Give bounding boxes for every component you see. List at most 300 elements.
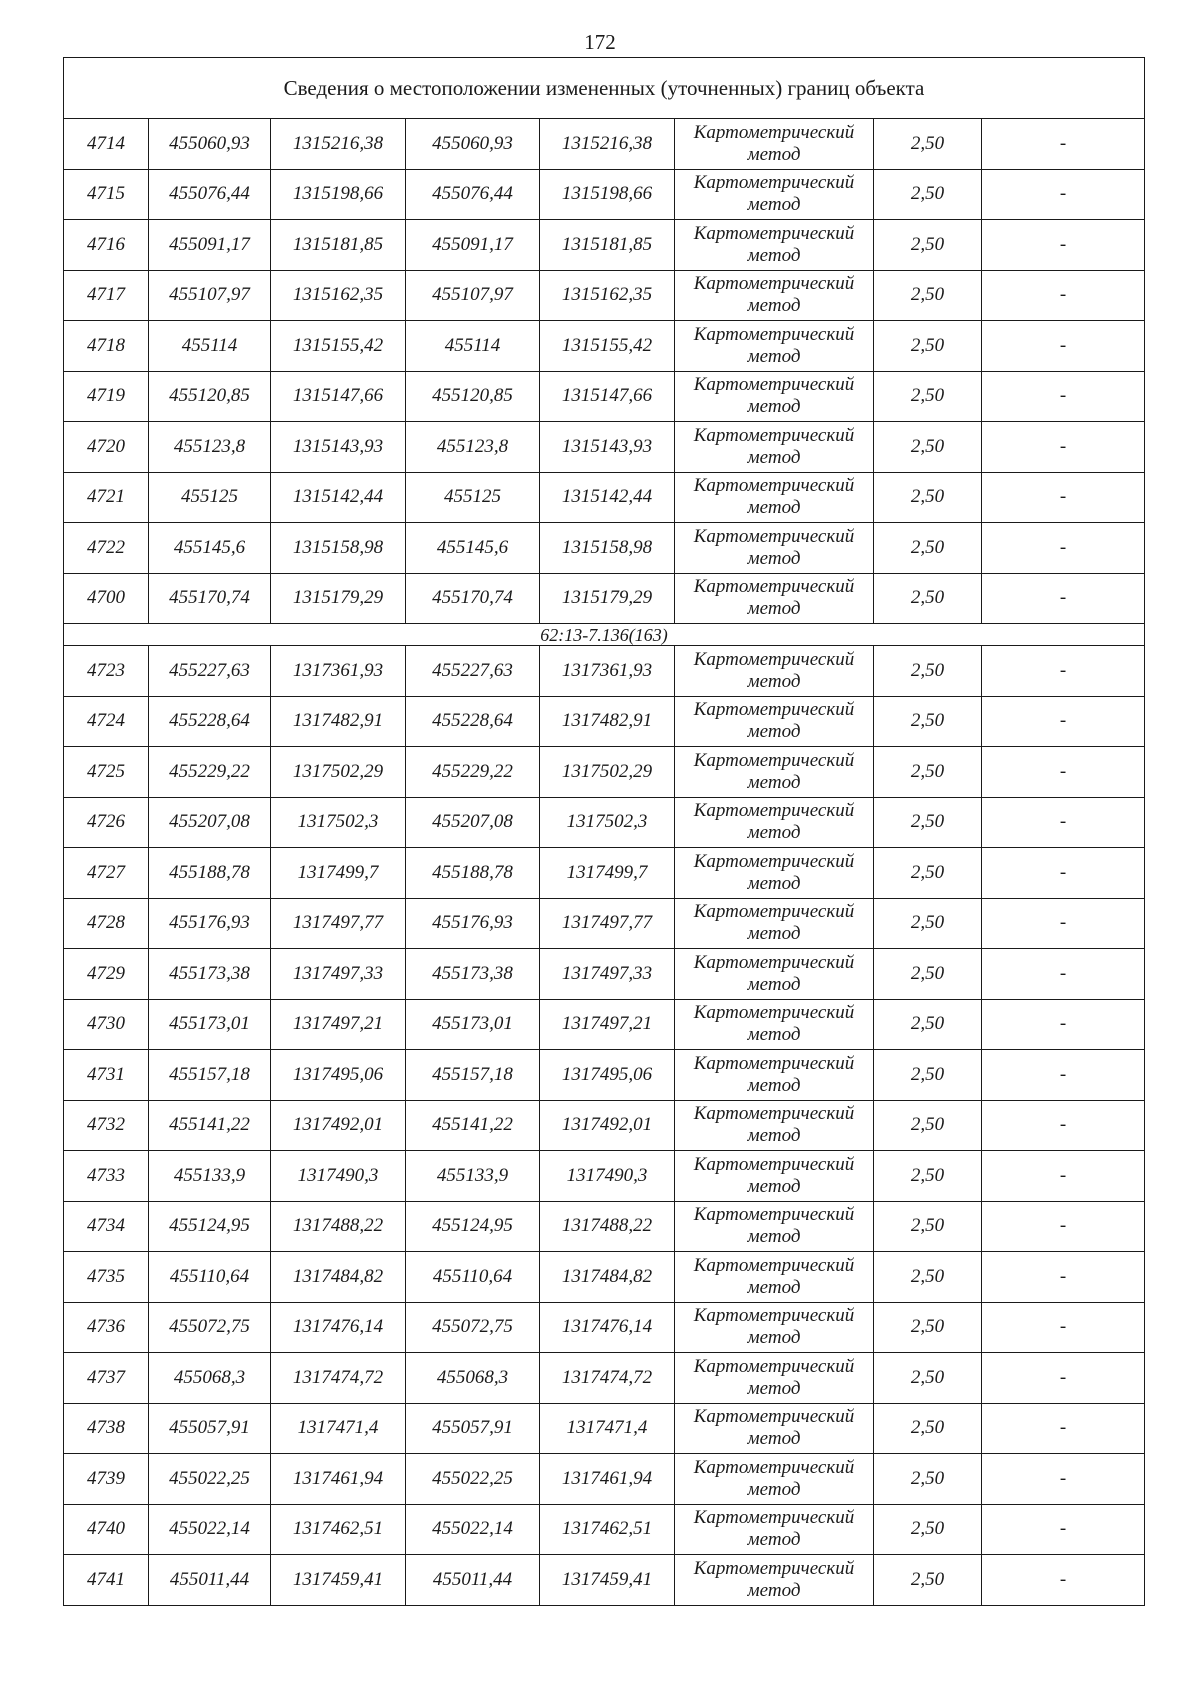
method-line-2: метод [747,872,801,894]
y-updated-cell: 1317476,14 [540,1302,675,1353]
note-cell: - [982,270,1145,321]
x-existing-cell: 455141,22 [149,1100,271,1151]
x-updated-cell: 455124,95 [406,1201,540,1252]
x-updated-cell: 455022,25 [406,1454,540,1505]
y-updated-cell: 1317488,22 [540,1201,675,1252]
x-existing-cell: 455022,25 [149,1454,271,1505]
x-updated-cell: 455145,6 [406,523,540,574]
x-updated-cell: 455173,01 [406,999,540,1050]
method-cell [675,1201,874,1252]
section-header-row [64,624,1145,646]
method-line-1: Картометрический [693,172,855,194]
note-cell: - [982,999,1145,1050]
method-cell [675,1100,874,1151]
y-updated-cell: 1315147,66 [540,371,675,422]
method-cell [675,999,874,1050]
y-existing-cell: 1317497,77 [271,898,406,949]
method-line-1: Картометрический [693,121,855,143]
y-updated-cell: 1317497,77 [540,898,675,949]
method-line-2: метод [747,1226,801,1248]
point-number-cell: 4717 [64,270,149,321]
table-row [64,321,1145,372]
note-cell: - [982,747,1145,798]
x-existing-cell: 455057,91 [149,1403,271,1454]
table-row [64,1403,1145,1454]
y-updated-cell: 1317499,7 [540,848,675,899]
y-existing-cell: 1315143,93 [271,422,406,473]
y-existing-cell: 1317459,41 [271,1555,406,1606]
method-line-1: Картометрический [693,951,855,973]
x-updated-cell: 455176,93 [406,898,540,949]
x-existing-cell: 455091,17 [149,220,271,271]
note-cell: - [982,119,1145,170]
y-updated-cell: 1317502,29 [540,747,675,798]
accuracy-cell: 2,50 [874,220,982,271]
accuracy-cell: 2,50 [874,898,982,949]
x-updated-cell: 455110,64 [406,1252,540,1303]
table-row [64,848,1145,899]
y-existing-cell: 1315179,29 [271,573,406,624]
point-number-cell: 4700 [64,573,149,624]
method-line-2: метод [747,1428,801,1450]
method-cell [675,898,874,949]
method-line-2: метод [747,345,801,367]
point-number-cell: 4734 [64,1201,149,1252]
method-cell [675,1252,874,1303]
x-updated-cell: 455170,74 [406,573,540,624]
x-updated-cell: 455188,78 [406,848,540,899]
method-cell [675,422,874,473]
method-cell [675,220,874,271]
table-row [64,1454,1145,1505]
method-line-1: Картометрический [693,749,855,771]
accuracy-cell: 2,50 [874,1050,982,1101]
method-line-2: метод [747,194,801,216]
note-cell: - [982,573,1145,624]
table-row [64,169,1145,220]
y-existing-cell: 1317471,4 [271,1403,406,1454]
point-number-cell: 4719 [64,371,149,422]
point-number-cell: 4733 [64,1151,149,1202]
accuracy-cell: 2,50 [874,999,982,1050]
y-updated-cell: 1315162,35 [540,270,675,321]
x-updated-cell: 455068,3 [406,1353,540,1404]
method-line-1: Картометрический [693,648,855,670]
x-updated-cell: 455057,91 [406,1403,540,1454]
y-updated-cell: 1317482,91 [540,696,675,747]
y-updated-cell: 1317497,21 [540,999,675,1050]
note-cell: - [982,646,1145,697]
method-line-2: метод [747,1125,801,1147]
point-number-cell: 4725 [64,747,149,798]
x-updated-cell: 455123,8 [406,422,540,473]
accuracy-cell: 2,50 [874,1302,982,1353]
method-line-2: метод [747,1175,801,1197]
point-number-cell: 4718 [64,321,149,372]
table-row [64,696,1145,747]
y-existing-cell: 1317492,01 [271,1100,406,1151]
method-line-2: метод [747,1478,801,1500]
method-cell [675,747,874,798]
method-line-2: метод [747,670,801,692]
method-cell [675,371,874,422]
table-row [64,797,1145,848]
note-cell: - [982,422,1145,473]
note-cell: - [982,1302,1145,1353]
x-updated-cell: 455091,17 [406,220,540,271]
x-existing-cell: 455076,44 [149,169,271,220]
y-existing-cell: 1317474,72 [271,1353,406,1404]
method-cell [675,1151,874,1202]
table-row [64,1504,1145,1555]
method-cell [675,1454,874,1505]
table-title-row [64,58,1145,119]
point-number-cell: 4722 [64,523,149,574]
x-updated-cell: 455133,9 [406,1151,540,1202]
method-line-1: Картометрический [693,901,855,923]
method-line-2: метод [747,822,801,844]
table-row [64,220,1145,271]
x-existing-cell: 455227,63 [149,646,271,697]
x-existing-cell: 455120,85 [149,371,271,422]
method-cell [675,1050,874,1101]
note-cell: - [982,898,1145,949]
accuracy-cell: 2,50 [874,523,982,574]
method-cell [675,270,874,321]
method-line-2: метод [747,547,801,569]
x-updated-cell: 455114 [406,321,540,372]
table-row [64,472,1145,523]
table-row [64,949,1145,1000]
accuracy-cell: 2,50 [874,119,982,170]
x-existing-cell: 455229,22 [149,747,271,798]
y-existing-cell: 1317502,3 [271,797,406,848]
method-line-2: метод [747,244,801,266]
y-existing-cell: 1315147,66 [271,371,406,422]
note-cell: - [982,949,1145,1000]
point-number-cell: 4735 [64,1252,149,1303]
y-existing-cell: 1317461,94 [271,1454,406,1505]
accuracy-cell: 2,50 [874,1100,982,1151]
x-existing-cell: 455114 [149,321,271,372]
table-row [64,898,1145,949]
y-updated-cell: 1315158,98 [540,523,675,574]
accuracy-cell: 2,50 [874,371,982,422]
table-row [64,1050,1145,1101]
y-existing-cell: 1317497,33 [271,949,406,1000]
x-updated-cell: 455173,38 [406,949,540,1000]
x-existing-cell: 455157,18 [149,1050,271,1101]
table-row [64,270,1145,321]
x-existing-cell: 455022,14 [149,1504,271,1555]
note-cell: - [982,472,1145,523]
x-existing-cell: 455228,64 [149,696,271,747]
method-line-2: метод [747,598,801,620]
y-existing-cell: 1317484,82 [271,1252,406,1303]
method-line-2: метод [747,771,801,793]
method-line-2: метод [747,1377,801,1399]
y-updated-cell: 1317461,94 [540,1454,675,1505]
y-existing-cell: 1315158,98 [271,523,406,574]
y-updated-cell: 1315155,42 [540,321,675,372]
x-existing-cell: 455173,38 [149,949,271,1000]
y-existing-cell: 1317476,14 [271,1302,406,1353]
method-line-2: метод [747,295,801,317]
method-line-2: метод [747,497,801,519]
boundary-coordinates-table [63,57,1145,1606]
method-line-2: метод [747,1327,801,1349]
method-line-1: Картометрический [693,1507,855,1529]
x-existing-cell: 455188,78 [149,848,271,899]
note-cell: - [982,1151,1145,1202]
x-existing-cell: 455170,74 [149,573,271,624]
accuracy-cell: 2,50 [874,169,982,220]
x-existing-cell: 455068,3 [149,1353,271,1404]
method-cell [675,573,874,624]
method-line-2: метод [747,1579,801,1601]
accuracy-cell: 2,50 [874,1403,982,1454]
accuracy-cell: 2,50 [874,573,982,624]
note-cell: - [982,523,1145,574]
method-line-2: метод [747,721,801,743]
y-updated-cell: 1315143,93 [540,422,675,473]
y-updated-cell: 1317502,3 [540,797,675,848]
method-cell [675,646,874,697]
method-line-2: метод [747,446,801,468]
table-row [64,1100,1145,1151]
y-existing-cell: 1317488,22 [271,1201,406,1252]
method-line-2: метод [747,143,801,165]
method-line-1: Картометрический [693,1305,855,1327]
accuracy-cell: 2,50 [874,1555,982,1606]
method-line-1: Картометрический [693,525,855,547]
y-updated-cell: 1317361,93 [540,646,675,697]
x-updated-cell: 455011,44 [406,1555,540,1606]
x-updated-cell: 455227,63 [406,646,540,697]
table-row [64,119,1145,170]
point-number-cell: 4729 [64,949,149,1000]
y-existing-cell: 1317361,93 [271,646,406,697]
table-row [64,999,1145,1050]
table-body [64,58,1145,1606]
table-row [64,1201,1145,1252]
note-cell: - [982,848,1145,899]
x-existing-cell: 455176,93 [149,898,271,949]
table-row [64,747,1145,798]
y-existing-cell: 1315162,35 [271,270,406,321]
method-cell [675,949,874,1000]
accuracy-cell: 2,50 [874,1252,982,1303]
x-updated-cell: 455072,75 [406,1302,540,1353]
point-number-cell: 4736 [64,1302,149,1353]
accuracy-cell: 2,50 [874,1353,982,1404]
method-line-1: Картометрический [693,1204,855,1226]
y-existing-cell: 1317462,51 [271,1504,406,1555]
x-existing-cell: 455072,75 [149,1302,271,1353]
note-cell: - [982,1403,1145,1454]
method-line-1: Картометрический [693,424,855,446]
note-cell: - [982,1454,1145,1505]
y-updated-cell: 1317492,01 [540,1100,675,1151]
y-existing-cell: 1315155,42 [271,321,406,372]
method-line-2: метод [747,396,801,418]
y-updated-cell: 1317490,3 [540,1151,675,1202]
table-row [64,573,1145,624]
accuracy-cell: 2,50 [874,1201,982,1252]
x-updated-cell: 455022,14 [406,1504,540,1555]
table-row [64,1151,1145,1202]
x-existing-cell: 455125 [149,472,271,523]
method-line-1: Картометрический [693,699,855,721]
x-existing-cell: 455124,95 [149,1201,271,1252]
y-updated-cell: 1317497,33 [540,949,675,1000]
y-updated-cell: 1315181,85 [540,220,675,271]
method-line-2: метод [747,1529,801,1551]
method-cell [675,1504,874,1555]
table-row [64,523,1145,574]
note-cell: - [982,696,1145,747]
point-number-cell: 4715 [64,169,149,220]
note-cell: - [982,1555,1145,1606]
point-number-cell: 4721 [64,472,149,523]
note-cell: - [982,321,1145,372]
point-number-cell: 4730 [64,999,149,1050]
y-updated-cell: 1315216,38 [540,119,675,170]
y-updated-cell: 1317484,82 [540,1252,675,1303]
point-number-cell: 4731 [64,1050,149,1101]
point-number-cell: 4738 [64,1403,149,1454]
accuracy-cell: 2,50 [874,472,982,523]
x-existing-cell: 455011,44 [149,1555,271,1606]
method-line-1: Картометрический [693,1456,855,1478]
note-cell: - [982,1252,1145,1303]
note-cell: - [982,1201,1145,1252]
method-line-1: Картометрический [693,273,855,295]
y-updated-cell: 1315198,66 [540,169,675,220]
y-existing-cell: 1317499,7 [271,848,406,899]
accuracy-cell: 2,50 [874,848,982,899]
table-row [64,1252,1145,1303]
table-row [64,422,1145,473]
method-cell [675,1555,874,1606]
table-row [64,646,1145,697]
method-cell [675,321,874,372]
method-line-1: Картометрический [693,800,855,822]
note-cell: - [982,371,1145,422]
y-updated-cell: 1317462,51 [540,1504,675,1555]
y-updated-cell: 1317459,41 [540,1555,675,1606]
method-line-1: Картометрический [693,1052,855,1074]
x-updated-cell: 455157,18 [406,1050,540,1101]
point-number-cell: 4739 [64,1454,149,1505]
method-line-1: Картометрический [693,1153,855,1175]
accuracy-cell: 2,50 [874,1151,982,1202]
method-cell [675,472,874,523]
y-updated-cell: 1317495,06 [540,1050,675,1101]
accuracy-cell: 2,50 [874,797,982,848]
y-existing-cell: 1317497,21 [271,999,406,1050]
x-existing-cell: 455207,08 [149,797,271,848]
method-line-1: Картометрический [693,1254,855,1276]
method-line-1: Картометрический [693,1557,855,1579]
method-line-1: Картометрический [693,1355,855,1377]
method-cell [675,1353,874,1404]
accuracy-cell: 2,50 [874,321,982,372]
y-existing-cell: 1315181,85 [271,220,406,271]
method-cell [675,696,874,747]
method-line-2: метод [747,1276,801,1298]
method-line-1: Картометрический [693,1002,855,1024]
x-existing-cell: 455133,9 [149,1151,271,1202]
note-cell: - [982,1050,1145,1101]
x-existing-cell: 455060,93 [149,119,271,170]
x-existing-cell: 455123,8 [149,422,271,473]
note-cell: - [982,1353,1145,1404]
method-line-2: метод [747,1024,801,1046]
method-cell [675,1403,874,1454]
x-existing-cell: 455107,97 [149,270,271,321]
method-line-1: Картометрический [693,323,855,345]
accuracy-cell: 2,50 [874,1454,982,1505]
x-updated-cell: 455125 [406,472,540,523]
table-row [64,371,1145,422]
y-existing-cell: 1317482,91 [271,696,406,747]
note-cell: - [982,797,1145,848]
method-line-1: Картометрический [693,1406,855,1428]
y-existing-cell: 1315142,44 [271,472,406,523]
x-updated-cell: 455076,44 [406,169,540,220]
section-cadastral-number: 62:13-7.136(163) [64,624,1145,646]
method-line-2: метод [747,923,801,945]
x-existing-cell: 455145,6 [149,523,271,574]
note-cell: - [982,1504,1145,1555]
method-cell [675,797,874,848]
point-number-cell: 4716 [64,220,149,271]
accuracy-cell: 2,50 [874,747,982,798]
note-cell: - [982,169,1145,220]
point-number-cell: 4727 [64,848,149,899]
note-cell: - [982,1100,1145,1151]
point-number-cell: 4720 [64,422,149,473]
method-line-2: метод [747,1074,801,1096]
method-cell [675,169,874,220]
note-cell: - [982,220,1145,271]
x-updated-cell: 455060,93 [406,119,540,170]
method-line-1: Картометрический [693,374,855,396]
x-updated-cell: 455207,08 [406,797,540,848]
x-updated-cell: 455107,97 [406,270,540,321]
x-updated-cell: 455141,22 [406,1100,540,1151]
x-updated-cell: 455228,64 [406,696,540,747]
table-row [64,1555,1145,1606]
point-number-cell: 4723 [64,646,149,697]
table-row [64,1353,1145,1404]
table-title: Сведения о местоположении измененных (уточненных) границ объекта [64,58,1145,119]
point-number-cell: 4728 [64,898,149,949]
accuracy-cell: 2,50 [874,646,982,697]
method-line-1: Картометрический [693,576,855,598]
method-cell [675,523,874,574]
y-existing-cell: 1315216,38 [271,119,406,170]
accuracy-cell: 2,50 [874,422,982,473]
method-line-2: метод [747,973,801,995]
point-number-cell: 4740 [64,1504,149,1555]
accuracy-cell: 2,50 [874,1504,982,1555]
point-number-cell: 4732 [64,1100,149,1151]
y-updated-cell: 1317471,4 [540,1403,675,1454]
page-number: 172 [584,30,616,54]
method-cell [675,119,874,170]
